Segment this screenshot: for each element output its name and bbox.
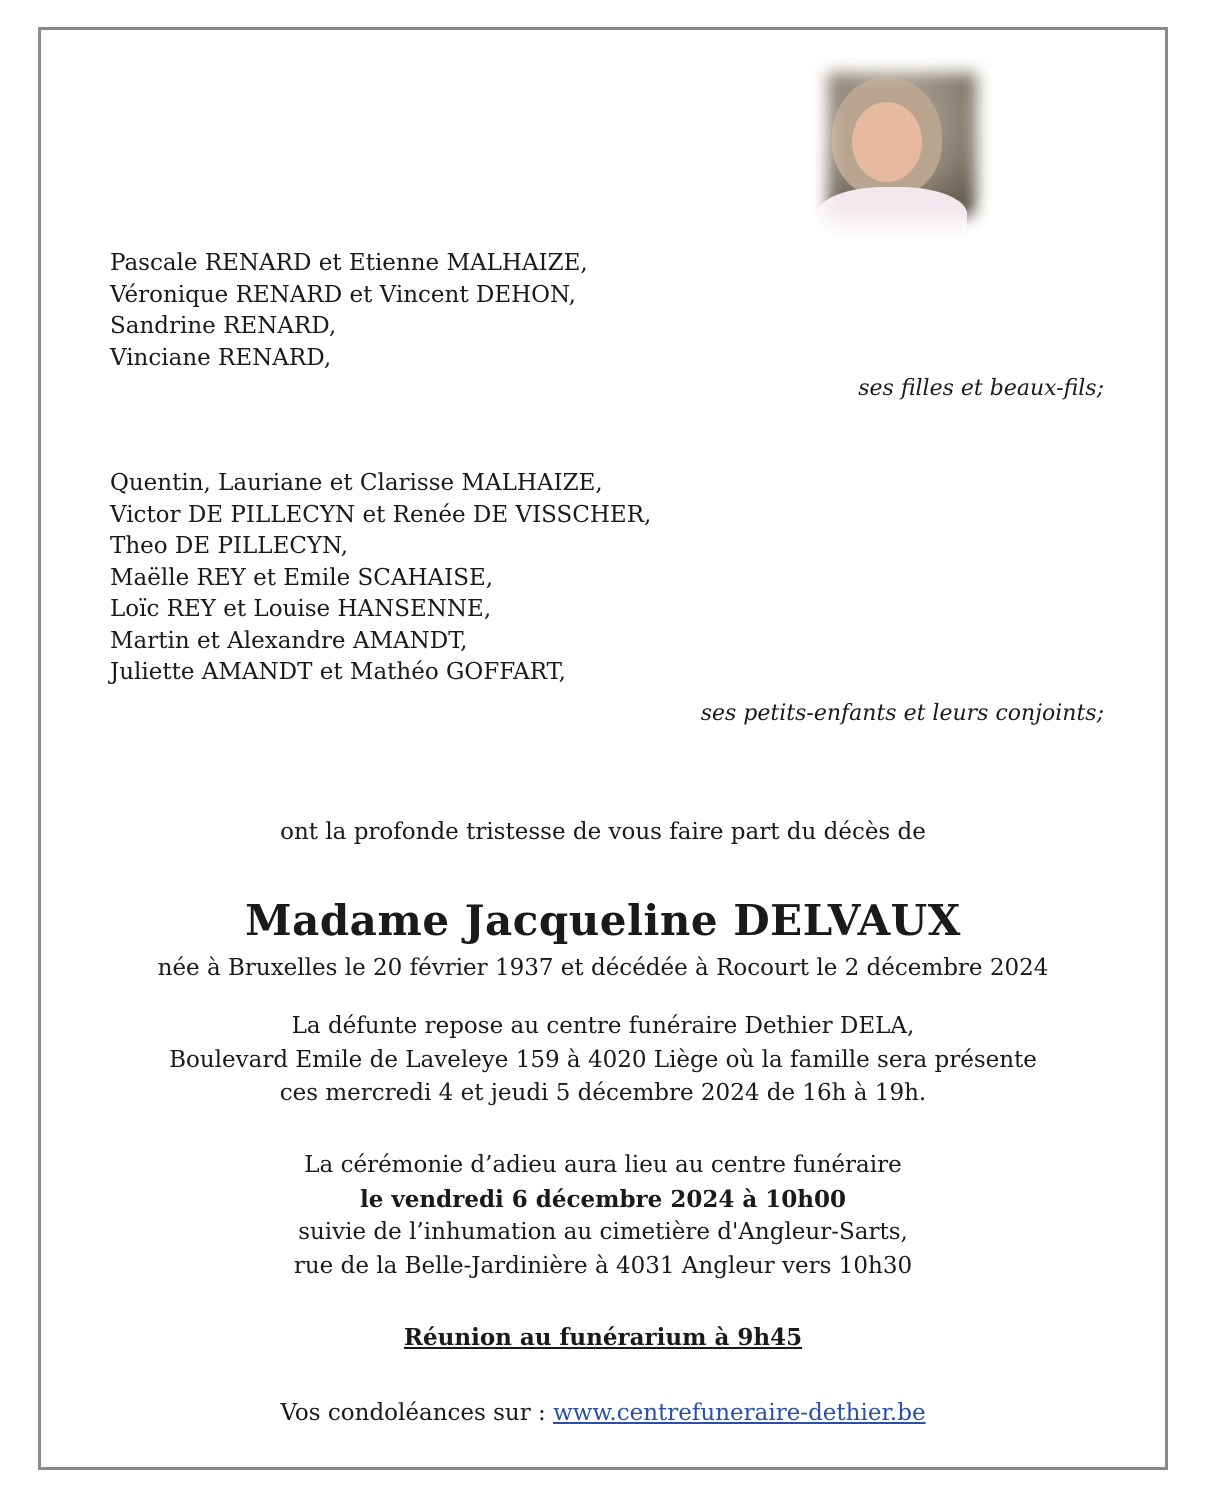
portrait-photo bbox=[812, 57, 992, 235]
name-line: Martin et Alexandre AMANDT, bbox=[110, 627, 468, 654]
name-line: Véronique RENARD et Vincent DEHON, bbox=[110, 281, 576, 308]
visitation-line: La défunte repose au centre funéraire Dethier DELA, bbox=[291, 1013, 915, 1039]
condolences-link[interactable]: www.centrefuneraire-dethier.be bbox=[553, 1400, 926, 1426]
name-line: Maëlle REY et Emile SCAHAISE, bbox=[110, 564, 494, 591]
condolences bbox=[38, 1400, 1168, 1426]
visitation-info bbox=[38, 1010, 1168, 1111]
grandchildren-list bbox=[110, 468, 651, 689]
announcement-text: ont la profonde tristesse de vous faire part du décès de bbox=[280, 819, 926, 845]
name-line: Sandrine RENARD, bbox=[110, 313, 337, 339]
ceremony-line: suivie de l’inhumation au cimetière d'Angleur-Sarts, bbox=[298, 1219, 908, 1245]
daughters-relation: ses filles et beaux-fils; bbox=[858, 376, 1104, 401]
deceased-dates: née à Bruxelles le 20 février 1937 et décédée à Rocourt le 2 décembre 2024 bbox=[157, 955, 1049, 981]
deceased-name: Madame Jacqueline DELVAUX bbox=[245, 896, 961, 945]
visitation-line: ces mercredi 4 et jeudi 5 décembre 2024 de 16h à 19h. bbox=[279, 1080, 927, 1106]
ceremony-line: La cérémonie d’adieu aura lieu au centre funéraire bbox=[304, 1152, 902, 1178]
visitation-line: Boulevard Emile de Laveleye 159 à 4020 Liège où la famille sera présente bbox=[169, 1046, 1037, 1073]
grandchildren-relation: ses petits-enfants et leurs conjoints; bbox=[700, 701, 1104, 726]
name-line: Pascale RENARD et Etienne MALHAIZE, bbox=[110, 250, 588, 276]
ceremony-date: le vendredi 6 décembre 2024 à 10h00 bbox=[360, 1185, 846, 1213]
ceremony-line: rue de la Belle-Jardinière à 4031 Angleur vers 10h30 bbox=[293, 1252, 913, 1279]
name-line: Quentin, Lauriane et Clarisse MALHAIZE, bbox=[110, 470, 603, 496]
condolences-label: Vos condoléances sur : bbox=[280, 1400, 546, 1426]
meeting-notice: Réunion au funérarium à 9h45 bbox=[403, 1324, 803, 1351]
name-line: Theo DE PILLECYN, bbox=[110, 533, 349, 559]
daughters-list bbox=[110, 248, 588, 374]
name-line: Loïc REY et Louise HANSENNE, bbox=[110, 596, 492, 622]
name-line: Victor DE PILLECYN et Renée DE VISSCHER, bbox=[110, 501, 652, 528]
name-line: Juliette AMANDT et Mathéo GOFFART, bbox=[110, 659, 566, 685]
name-line: Vinciane RENARD, bbox=[110, 344, 332, 371]
ceremony-info bbox=[38, 1149, 1168, 1283]
